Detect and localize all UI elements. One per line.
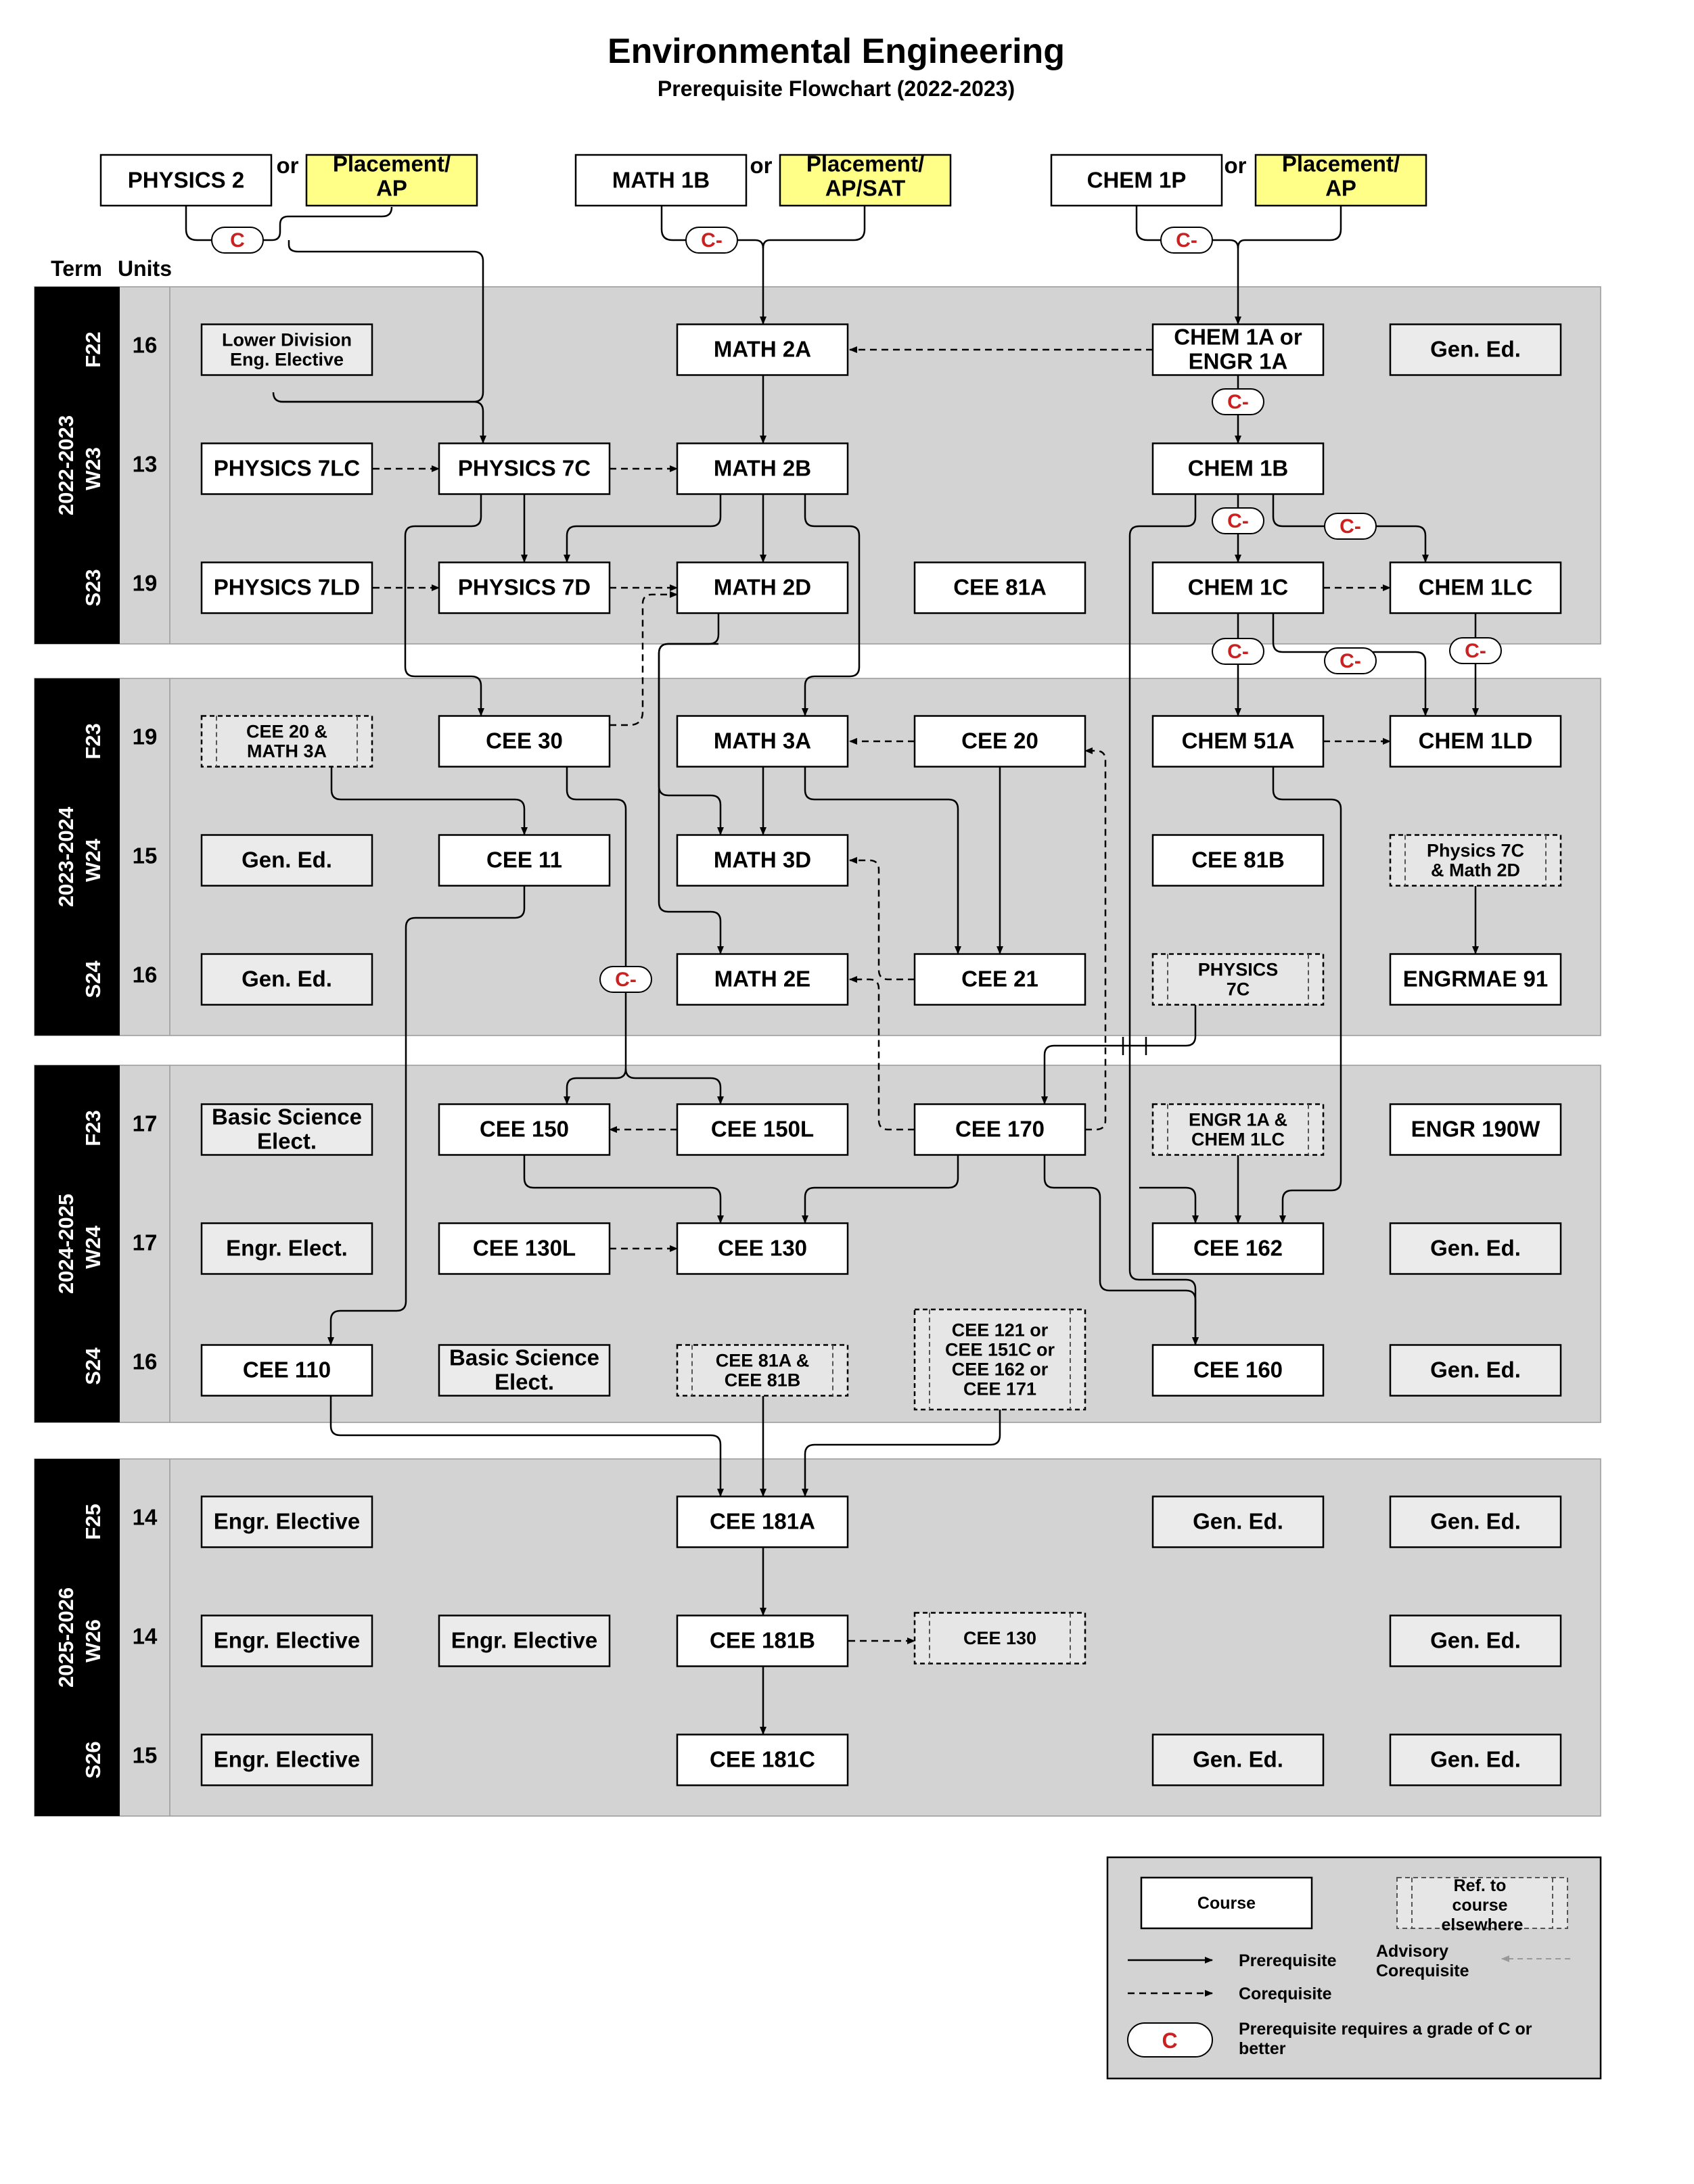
course-cee150l[interactable]	[677, 1105, 848, 1155]
course-cee130[interactable]	[677, 1224, 848, 1274]
term-units: 14	[132, 1623, 158, 1649]
course-label: AP/SAT	[825, 175, 906, 201]
course-label: CHEM 1LD	[1418, 728, 1533, 753]
course-phys7lc[interactable]	[202, 444, 372, 494]
term-label: S23	[81, 569, 106, 607]
legend-grade-note: Prerequisite requires a grade of C or better	[1239, 2020, 1532, 2058]
course-label: CHEM 1B	[1187, 455, 1289, 481]
course-cee110[interactable]	[202, 1345, 372, 1396]
course-label: Placement/	[332, 151, 451, 177]
course-label: Gen. Ed.	[242, 966, 332, 992]
course-label: CEE 150	[479, 1116, 570, 1142]
course-label: ENGR 1A &	[1188, 1109, 1288, 1130]
course-label: CEE 160	[1193, 1357, 1283, 1383]
year-label: 2023-2024	[54, 806, 78, 908]
course-chem1c[interactable]	[1153, 563, 1323, 613]
course-label: Placement/	[806, 151, 925, 177]
course-label: CEE 81A &	[715, 1350, 810, 1371]
course-ee1[interactable]	[202, 1497, 372, 1548]
course-chem51a[interactable]	[1153, 716, 1323, 767]
grade-badge	[1212, 389, 1264, 415]
course-phys7ld[interactable]	[202, 563, 372, 613]
course-cee150[interactable]	[439, 1105, 610, 1155]
term-units: 16	[132, 332, 158, 358]
course-ge7[interactable]	[1390, 1497, 1561, 1548]
course-label: ENGRMAE 91	[1402, 966, 1549, 992]
course-ref6[interactable]	[915, 1309, 1085, 1410]
course-ge9[interactable]	[1153, 1735, 1323, 1786]
grade-badge-label: C-	[1227, 509, 1249, 532]
course-label: Gen. Ed.	[242, 847, 332, 873]
course-label: CEE 181C	[710, 1746, 815, 1772]
course-math2b[interactable]	[677, 444, 848, 494]
legend-grade-badge-label: C	[1162, 2028, 1178, 2053]
legend-course-label: Course	[1197, 1894, 1256, 1913]
course-label: CEE 81B	[1191, 847, 1285, 873]
course-ref5[interactable]	[677, 1345, 848, 1396]
grade-badge	[1450, 638, 1501, 664]
term-units: 13	[132, 451, 158, 477]
course-label: PHYSICS 7LC	[213, 455, 361, 481]
term-units: 17	[132, 1230, 158, 1255]
course-ref4[interactable]	[1153, 1105, 1323, 1155]
grade-badge	[686, 227, 737, 253]
course-chem1b[interactable]	[1153, 444, 1323, 494]
course-label: CEE 121 or	[951, 1320, 1049, 1341]
course-label: CHEM 1C	[1187, 574, 1289, 600]
term-label: W24	[81, 839, 106, 882]
course-phys7d[interactable]	[439, 563, 610, 613]
course-ge2[interactable]	[202, 835, 372, 886]
course-label: Gen. Ed.	[1430, 1235, 1521, 1261]
course-label: ENGR 190W	[1411, 1116, 1540, 1142]
course-label: Gen. Ed.	[1430, 1746, 1521, 1772]
year-label: 2022-2023	[54, 415, 78, 516]
grade-badge	[600, 967, 651, 992]
term-label: W23	[81, 447, 106, 490]
grade-badge-label: C-	[701, 229, 723, 252]
course-label: Gen. Ed.	[1193, 1746, 1283, 1772]
course-cee160[interactable]	[1153, 1345, 1323, 1396]
course-label: AP	[376, 175, 407, 201]
course-label: Engr. Elective	[451, 1627, 598, 1653]
course-cee162[interactable]	[1153, 1224, 1323, 1274]
course-label: CEE 130	[963, 1628, 1037, 1649]
course-label: MATH 2D	[713, 574, 812, 600]
grade-badge-label: C-	[1176, 229, 1197, 252]
grade-badge-label: C-	[1465, 639, 1486, 662]
course-ref3[interactable]	[1153, 954, 1323, 1005]
course-label: CEE 11	[486, 847, 562, 873]
course-label: Basic Science	[449, 1345, 599, 1370]
course-phys7c[interactable]	[439, 444, 610, 494]
course-bse1[interactable]	[202, 1105, 372, 1155]
course-label: CEE 181A	[710, 1508, 815, 1534]
course-label: Physics 7C	[1426, 840, 1525, 861]
course-math3a[interactable]	[677, 716, 848, 767]
course-label: CEE 21	[961, 966, 1038, 992]
course-math2d[interactable]	[677, 563, 848, 613]
grade-badge-label: C-	[1340, 515, 1361, 538]
term-units: 15	[132, 843, 158, 868]
legend	[1107, 1857, 1601, 2078]
course-cee21[interactable]	[915, 954, 1085, 1005]
course-label: CEE 30	[486, 728, 563, 753]
course-label: Eng. Elective	[229, 349, 344, 370]
course-cee20[interactable]	[915, 716, 1085, 767]
course-label: MATH 3A	[713, 728, 812, 753]
course-label: MATH 1B	[612, 167, 710, 193]
course-engrmae91[interactable]	[1390, 954, 1561, 1005]
course-ge4[interactable]	[1390, 1224, 1561, 1274]
course-label: Lower Division	[221, 329, 352, 350]
course-math2e[interactable]	[677, 954, 848, 1005]
grade-badge	[1325, 648, 1376, 674]
grade-badge-label: C	[230, 229, 245, 252]
course-label: CEE 171	[963, 1378, 1037, 1399]
term-units: 14	[132, 1504, 158, 1530]
course-ee3[interactable]	[439, 1616, 610, 1667]
course-cee181a[interactable]	[677, 1497, 848, 1548]
prerequisite-arrow	[1238, 206, 1341, 248]
legend-advisory-label: Advisory Corequisite	[1376, 1942, 1469, 1980]
term-column-header: Term	[51, 256, 102, 281]
term-units: 15	[132, 1742, 158, 1768]
course-label: MATH 3D	[713, 847, 812, 873]
top-course-pl3[interactable]	[1256, 152, 1426, 206]
course-cee81b[interactable]	[1153, 835, 1323, 886]
course-math3d[interactable]	[677, 835, 848, 886]
course-label: CEE 162	[1193, 1235, 1283, 1261]
course-ge5[interactable]	[1390, 1345, 1561, 1396]
term-label: W24	[81, 1226, 106, 1269]
grade-badge-label: C-	[1340, 649, 1361, 672]
or-label: or	[750, 153, 773, 178]
course-label: CHEM 1LC	[1418, 574, 1533, 600]
top-course-chem1p[interactable]	[1051, 155, 1222, 206]
course-label: CEE 20	[961, 728, 1038, 753]
course-ee2[interactable]	[202, 1616, 372, 1667]
term-units: 16	[132, 962, 158, 988]
top-course-math1b[interactable]	[576, 155, 746, 206]
course-label: CEE 162 or	[951, 1359, 1049, 1380]
course-label: Engr. Elective	[213, 1746, 361, 1772]
top-course-pl1[interactable]	[306, 152, 477, 206]
legend-corequisite-label: Corequisite	[1239, 1984, 1332, 2003]
course-label: Elect.	[256, 1128, 317, 1154]
course-cee81a[interactable]	[915, 563, 1085, 613]
course-chem1lc[interactable]	[1390, 563, 1561, 613]
grade-badge-label: C-	[1227, 390, 1249, 413]
course-label: Placement/	[1281, 151, 1400, 177]
course-label: CEE 151C or	[944, 1339, 1055, 1360]
course-label: CEE 20 &	[246, 721, 328, 742]
course-label: & Math 2D	[1430, 860, 1521, 881]
course-label: MATH 3A	[247, 741, 327, 762]
chart-subtitle: Prerequisite Flowchart (2022-2023)	[657, 76, 1015, 101]
course-label: MATH 2E	[714, 966, 811, 992]
grade-badge	[1161, 227, 1212, 253]
term-label: W26	[81, 1619, 106, 1663]
course-label: CEE 170	[955, 1116, 1045, 1142]
course-label: CEE 130L	[472, 1235, 576, 1261]
course-label: PHYSICS 2	[127, 167, 245, 193]
course-label: MATH 2A	[713, 336, 812, 362]
course-label: PHYSICS	[1197, 959, 1279, 980]
grade-badge	[1212, 638, 1264, 664]
course-cee181c[interactable]	[677, 1735, 848, 1786]
course-label: CEE 81B	[724, 1370, 801, 1391]
course-label: Elect.	[494, 1369, 555, 1395]
course-lde[interactable]	[202, 325, 372, 375]
course-ge1[interactable]	[1390, 325, 1561, 375]
term-label: S24	[81, 960, 106, 998]
course-ref1[interactable]	[202, 716, 372, 767]
chart-title: Environmental Engineering	[607, 32, 1066, 71]
course-chem1a[interactable]	[1153, 325, 1323, 375]
course-label: CEE 181B	[710, 1627, 815, 1653]
grade-badge	[212, 227, 263, 253]
course-label: CEE 130	[717, 1235, 808, 1261]
term-label: S24	[81, 1347, 106, 1385]
course-label: MATH 2B	[713, 455, 812, 481]
course-ge10[interactable]	[1390, 1735, 1561, 1786]
course-eel1[interactable]	[202, 1224, 372, 1274]
legend-prerequisite-label: Prerequisite	[1239, 1951, 1337, 1970]
term-label: F25	[81, 1504, 106, 1540]
course-ge8[interactable]	[1390, 1616, 1561, 1667]
or-label: or	[1224, 153, 1247, 178]
course-ref7[interactable]	[915, 1613, 1085, 1664]
term-units: 19	[132, 570, 158, 596]
course-label: PHYSICS 7C	[457, 455, 591, 481]
course-label: Engr. Elect.	[226, 1235, 348, 1261]
course-label: Gen. Ed.	[1430, 1627, 1521, 1653]
term-label: F23	[81, 723, 106, 760]
grade-badge	[1325, 513, 1376, 539]
or-label: or	[276, 153, 299, 178]
units-column-header: Units	[118, 256, 172, 281]
course-cee130l[interactable]	[439, 1224, 610, 1274]
course-ge6[interactable]	[1153, 1497, 1323, 1548]
legend-reference-label: Ref. to course elsewhere	[1441, 1876, 1524, 1934]
course-cee30[interactable]	[439, 716, 610, 767]
course-chem1ld[interactable]	[1390, 716, 1561, 767]
grade-badge-label: C-	[615, 968, 637, 991]
course-label: PHYSICS 7LD	[213, 574, 361, 600]
grade-badge-label: C-	[1227, 640, 1249, 663]
grade-badge	[1212, 508, 1264, 534]
course-cee11[interactable]	[439, 835, 610, 886]
course-ge3[interactable]	[202, 954, 372, 1005]
prerequisite-arrow	[763, 206, 865, 248]
term-units: 16	[132, 1349, 158, 1374]
term-label: S26	[81, 1741, 106, 1779]
course-label: Basic Science	[212, 1104, 362, 1130]
top-course-physics2[interactable]	[101, 155, 271, 206]
course-label: Gen. Ed.	[1193, 1508, 1283, 1534]
course-ref2[interactable]	[1390, 835, 1561, 886]
course-label: AP	[1325, 175, 1356, 201]
term-label: F22	[81, 331, 106, 368]
course-label: ENGR 1A	[1188, 348, 1288, 374]
course-label: CHEM 1LC	[1191, 1129, 1285, 1150]
course-ee4[interactable]	[202, 1735, 372, 1786]
course-label: PHYSICS 7D	[457, 574, 591, 600]
term-label: F23	[81, 1110, 106, 1146]
course-label: CEE 150L	[710, 1116, 815, 1142]
course-math2a[interactable]	[677, 325, 848, 375]
course-cee170[interactable]	[915, 1105, 1085, 1155]
term-units: 19	[132, 724, 158, 749]
course-cee181b[interactable]	[677, 1616, 848, 1667]
course-label: CEE 81A	[953, 574, 1047, 600]
course-engr190w[interactable]	[1390, 1105, 1561, 1155]
course-label: CHEM 51A	[1181, 728, 1295, 753]
course-label: Engr. Elective	[213, 1627, 361, 1653]
course-label: Gen. Ed.	[1430, 1357, 1521, 1383]
year-label: 2025-2026	[54, 1587, 78, 1688]
year-label: 2024-2025	[54, 1193, 78, 1295]
course-label: 7C	[1226, 979, 1250, 1000]
course-label: CHEM 1P	[1086, 167, 1187, 193]
course-bse2[interactable]	[439, 1345, 610, 1396]
course-label: Gen. Ed.	[1430, 1508, 1521, 1534]
course-label: CEE 110	[242, 1357, 331, 1383]
course-label: CHEM 1A or	[1174, 324, 1302, 350]
course-label: Gen. Ed.	[1430, 336, 1521, 362]
course-label: Engr. Elective	[213, 1508, 361, 1534]
term-units: 17	[132, 1111, 158, 1136]
top-course-pl2[interactable]	[780, 152, 951, 206]
